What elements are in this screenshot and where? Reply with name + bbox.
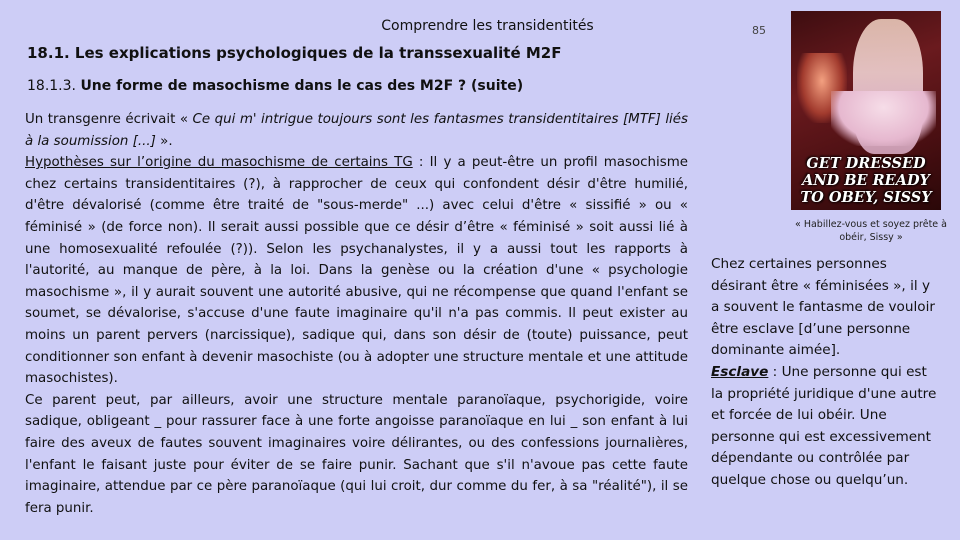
esclave-term: Esclave [711, 363, 769, 380]
hypotheses-heading: Hypothèses sur l’origine du masochisme de certains TG [25, 155, 413, 171]
sissy-photo [791, 11, 941, 210]
photo-caption: « Habillez-vous et soyez prête à obéir, Sissy » [795, 219, 947, 243]
page-number: 85 [752, 24, 766, 37]
intro-paragraph [25, 109, 688, 152]
intro-prefix: Un transgenre écrivait « [25, 112, 193, 127]
side-text [711, 254, 941, 492]
sub-section-heading [27, 78, 523, 94]
photo-overlay-text: GET DRESSED AND BE READY TO OBEY, SISSY [800, 155, 932, 206]
side-paragraph: Chez certaines personnes désirant être « féminisées », il y a souvent le fantasme de vouloir être esclave [d’une personne dominante aimée]. [711, 256, 935, 359]
hypotheses-text: : Il y a peut-être un profil masochisme chez certains transidentitaires (?), à rapprocher de ceux qui confondent désir d'être humilié, d'être dévalorisé (comme être traité de "sous-merde" ...) avec celui d'être « sissifié » ou « féminisé » (de force non). Il serait aussi possible que ce désir d’être « féminisé » soit aussi lié à une homosexualité refoulée (?)). Selon les psychanalystes, il y a aussi tout les rapports à l'autorité, au manque de père, à la loi. Dans la genèse ou la création d'une « psychologie masochisme », il y aurait souvent une autorité abusive, qui ne récompense que quand l'enfant se soumet, se dévalorise, s'accuse d'une faute imaginaire qu'il n'a pas commis. Il peut exister au moins un parent pervers (narcissique), sadique qui, dans son désir de (toute) puissance, peut conditionner son enfant à devenir masochiste (ou à adopter une structure mentale et une attitude masochistes). [25, 155, 689, 387]
sub-section-number: 18.1.3. [27, 78, 76, 94]
dress-shape [831, 91, 936, 146]
section-title: 18.1. Les explications psychologiques de la transsexualité M2F [27, 44, 562, 62]
main-text [25, 109, 688, 519]
intro-quote: Ce qui m' intrigue toujours sont les fantasmes transidentitaires [MTF] liés à la soumission [...] [25, 112, 688, 149]
sub-section-title: Une forme de masochisme dans le cas des M2F ? (suite) [80, 78, 524, 94]
hypotheses-paragraph [25, 152, 688, 390]
intro-suffix: ». [155, 133, 173, 149]
header-title: Comprendre les transidentités [381, 18, 594, 34]
esclave-definition [711, 362, 941, 492]
esclave-def: : Une personne qui est la propriété juridique d'une autre et forcée de lui obéir. Une personne qui est excessivement dépendante ou contrôlée par quelque chose ou quelqu’un. [711, 363, 937, 488]
parent-paragraph: Ce parent peut, par ailleurs, avoir une structure mentale paranoïaque, psychorigide, voire sadique, obligeant _ pour rassurer face à une forte angoisse paranoïaque en lui _ son enfant à lui faire des aveux de fautes souvent imaginaires voire délirantes, ou des confessions journalières, l'enfant le faisant juste pour éviter de se faire punir. Sachant que s'il n'avoue pas cette faute imaginaire, attendue par ce père paranoïaque (qui lui croit, dur comme du fer, à sa "réalité"), il se fera punir. [25, 392, 688, 516]
